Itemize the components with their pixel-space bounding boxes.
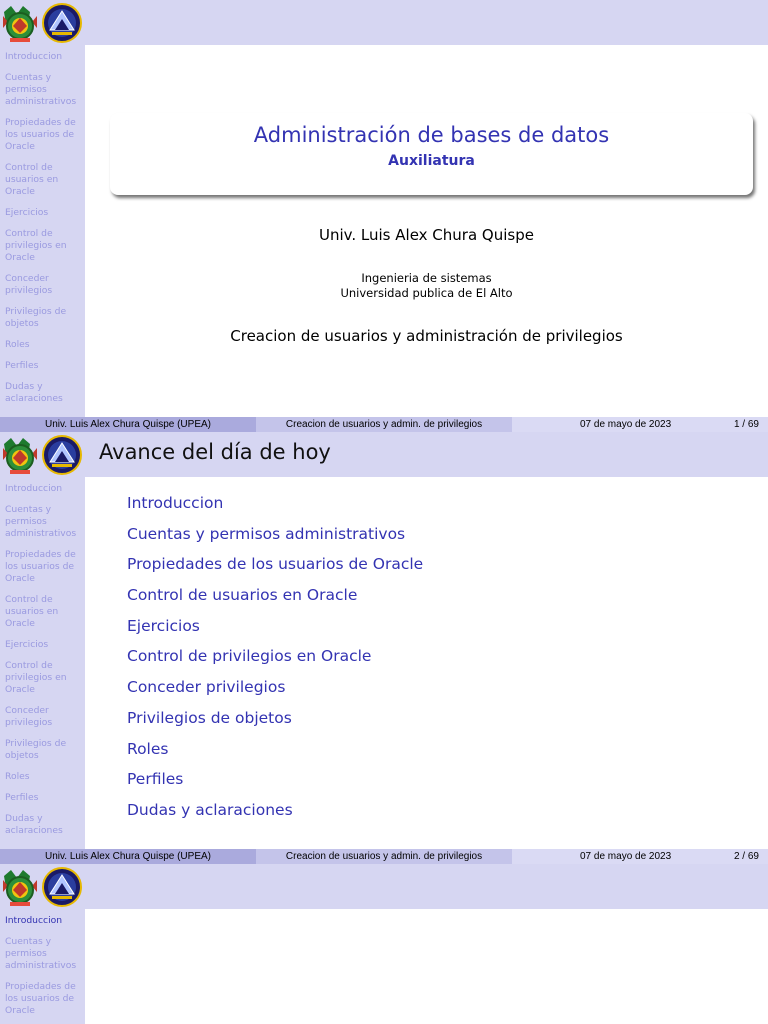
institute [85, 271, 768, 301]
toc-item-ejercicios[interactable]: Ejercicios [127, 616, 200, 635]
sidebar [0, 909, 85, 1024]
sidebar-item-dudas[interactable]: Dudas y aclaraciones [5, 813, 63, 836]
logos [2, 866, 84, 908]
table-of-contents [127, 492, 423, 830]
footer [0, 849, 768, 864]
sidebar-item-cuentas[interactable]: Cuentas y permisos administrativos [5, 72, 77, 107]
footer [0, 417, 768, 432]
sidebar-item-dudas[interactable]: Dudas y aclaraciones [5, 381, 63, 404]
toc-item-privilegios-objetos[interactable]: Privilegios de objetos [127, 708, 292, 727]
slide-title [0, 0, 768, 432]
frame-title: Avance del día de hoy [99, 440, 331, 464]
sidebar-item-control-privilegios[interactable]: Control de privilegios en Oracle [5, 228, 67, 263]
sidebar-item-ejercicios[interactable]: Ejercicios [5, 207, 49, 218]
topic-line: Creacion de usuarios y administración de privilegios [230, 327, 623, 345]
sidebar-item-perfiles[interactable]: Perfiles [5, 792, 39, 803]
sidebar-item-perfiles[interactable]: Perfiles [5, 360, 39, 371]
sidebar-item-conceder[interactable]: Conceder privilegios [5, 705, 53, 728]
toc-item-perfiles[interactable]: Perfiles [127, 770, 184, 789]
slide-toc [0, 432, 768, 864]
sidebar-item-propiedades[interactable]: Propiedades de los usuarios de Oracle [5, 549, 76, 584]
sidebar-list [0, 477, 85, 837]
toc-item-roles[interactable]: Roles [127, 739, 169, 758]
sidebar-item-ejercicios[interactable]: Ejercicios [5, 639, 49, 650]
sidebar-item-introduccion[interactable]: Introduccion [5, 51, 63, 62]
sidebar-item-privilegios-objetos[interactable]: Privilegios de objetos [5, 306, 67, 329]
sidebar-item-control-privilegios[interactable]: Control de privilegios en Oracle [5, 660, 67, 695]
sidebar-item-privilegios-objetos[interactable]: Privilegios de objetos [5, 738, 67, 761]
institute-line-1: Ingenieria de sistemas [361, 271, 492, 285]
footer-date-box [512, 417, 768, 432]
toc-item-dudas[interactable]: Dudas y aclaraciones [127, 800, 293, 819]
sidebar [0, 45, 85, 417]
sidebar-item-control-usuarios[interactable]: Control de usuarios en Oracle [5, 594, 59, 629]
footer-date: 07 de mayo de 2023 [580, 419, 672, 430]
toc-item-introduccion[interactable]: Introduccion [127, 494, 224, 512]
university-logo-icon [2, 2, 84, 44]
sidebar-list [0, 909, 85, 1017]
sidebar-item-propiedades[interactable]: Propiedades de los usuarios de Oracle [5, 117, 76, 152]
institute-line-2: Universidad publica de El Alto [340, 286, 513, 300]
footer-date: 07 de mayo de 2023 [580, 851, 672, 862]
toc-item-control-privilegios[interactable]: Control de privilegios en Oracle [127, 647, 372, 666]
author-name: Univ. Luis Alex Chura Quispe [319, 226, 534, 244]
toc-item-cuentas[interactable]: Cuentas y permisos administrativos [127, 524, 406, 543]
footer-author: Univ. Luis Alex Chura Quispe (UPEA) [0, 849, 256, 864]
logos [2, 434, 84, 476]
sidebar-list [0, 45, 85, 405]
page-number: 2 / 69 [733, 851, 759, 862]
toc-item-propiedades[interactable]: Propiedades de los usuarios de Oracle [127, 555, 424, 574]
sidebar-item-propiedades[interactable]: Propiedades de los usuarios de Oracle [5, 981, 76, 1016]
presentation-subtitle: Auxiliatura [388, 153, 475, 169]
university-logo-icon [2, 866, 84, 908]
footer-author: Univ. Luis Alex Chura Quispe (UPEA) [0, 417, 256, 432]
headband [0, 864, 768, 909]
university-logo-icon [2, 434, 84, 476]
footer-title: Creacion de usuarios y admin. de privilegios [256, 417, 512, 432]
sidebar-item-control-usuarios[interactable]: Control de usuarios en Oracle [5, 162, 59, 197]
presentation-title: Administración de bases de datos [253, 123, 610, 147]
sidebar-item-introduccion[interactable]: Introduccion [5, 915, 63, 926]
title-box [110, 113, 753, 195]
sidebar-item-introduccion[interactable]: Introduccion [5, 483, 63, 494]
toc-item-conceder[interactable]: Conceder privilegios [127, 678, 286, 697]
logos [2, 2, 84, 44]
sidebar-item-roles[interactable]: Roles [5, 339, 30, 350]
sidebar-item-conceder[interactable]: Conceder privilegios [5, 273, 53, 296]
sidebar-item-roles[interactable]: Roles [5, 771, 30, 782]
sidebar-item-cuentas[interactable]: Cuentas y permisos administrativos [5, 504, 77, 539]
footer-title: Creacion de usuarios y admin. de privilegios [256, 849, 512, 864]
slide-introduccion [0, 864, 768, 1024]
sidebar [0, 477, 85, 849]
footer-date-box [512, 849, 768, 864]
toc-item-control-usuarios[interactable]: Control de usuarios en Oracle [127, 586, 358, 605]
headband [0, 0, 768, 45]
sidebar-item-cuentas[interactable]: Cuentas y permisos administrativos [5, 936, 77, 971]
page-number: 1 / 69 [733, 419, 759, 430]
